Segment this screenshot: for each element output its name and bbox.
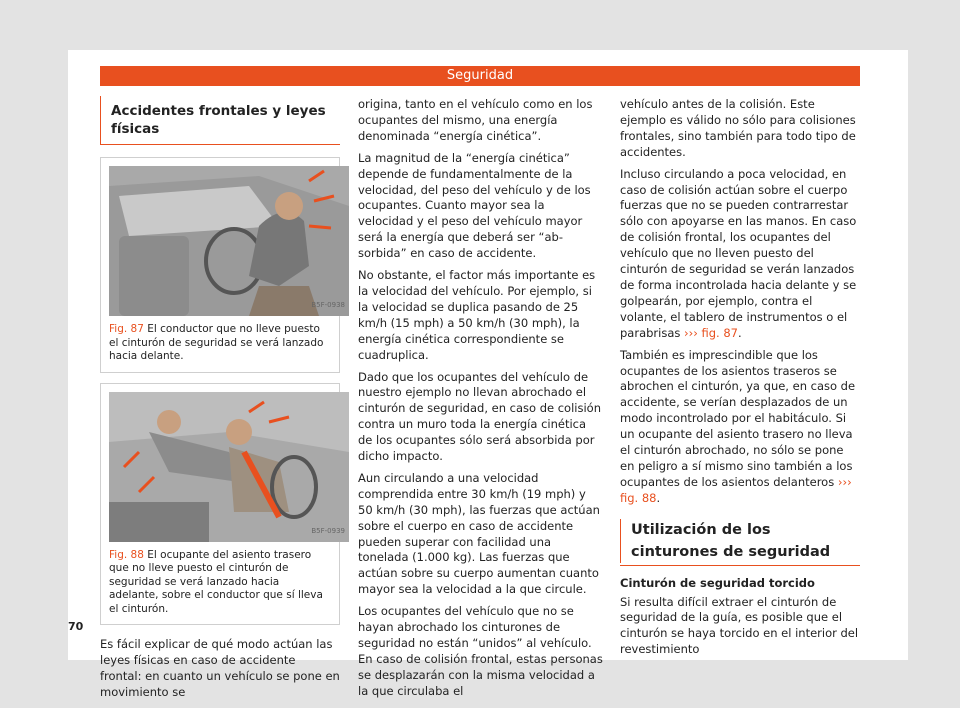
paragraph: Si resulta difícil extraer el cinturón de seguridad de la guía, es posible que el cinturón se haya torcido en el interior del revestimiento <box>620 594 859 657</box>
paragraph: Los ocupantes del vehículo que no se hayan abrochado los cinturones de seguridad no están “unidos” al vehículo. En caso de colisión frontal, estas personas se desplazarán con la misma velocidad a la que circulaba el <box>358 604 603 698</box>
figure-88-illustration <box>109 392 349 542</box>
column-1 <box>100 96 345 707</box>
page-number: 70 <box>68 620 84 633</box>
paragraph: Dado que los ocupantes del vehículo de nuestro ejemplo no llevan abrochado el cinturón de seguridad, en caso de colisión contra un muro toda la energía cinética de los ocupantes sólo será absorbida por dicho impacto. <box>358 369 601 464</box>
column-2 <box>358 97 603 706</box>
figure-87-caption <box>109 323 331 364</box>
image-code: B5F-0939 <box>311 526 345 535</box>
figure-88 <box>100 383 345 626</box>
figure-87-illustration <box>109 166 349 316</box>
figure-link[interactable]: ››› fig. 87 <box>684 325 738 340</box>
paragraph-text: También es imprescindible que los ocupantes de los asientos traseros se abrochen el cinturón, ya que, en caso de accidente, se verían desplazados de un modo incontrolado por el habitáculo. Si un ocupante del asiento trasero no lleva el cinturón abrochado, no sólo se pone en peligro a sí mismo sino también a los ocupantes de los asientos delanteros <box>620 347 856 489</box>
paragraph: Aun circulando a una velocidad comprendida entre 30 km/h (19 mph) y 50 km/h (30 mph), las fuerzas que actúan sobre el cuerpo en caso de accidente pueden superar con facilidad una tonelada (1.000 kg). Las fuerzas que actúan sobre su cuerpo aumentan cuanto mayor sea la velocidad a la que circule. <box>358 470 600 597</box>
image-code: B5F-0938 <box>311 301 345 310</box>
paragraph: origina, tanto en el vehículo como en los ocupantes del mismo, una energía denominada “energía cinética”. <box>358 97 593 143</box>
caption-text: El ocupante del asiento trasero que no lleve puesto el cinturón de seguridad se verá lanzado hacia adelante, sobre el conductor que sí lleva el cinturón. <box>109 548 323 615</box>
section-title <box>620 517 860 566</box>
paragraph-text: Incluso circulando a poca velocidad, en caso de colisión actúan sobre el cuerpo fuerzas que no se pueden contrarrestar sólo con apoyarse en las manos. En caso de colisión frontal, los ocupantes del vehículo que no lleven puesto del cinturón de seguridad se verán lanzados de forma incontrolada hacia delante y se golpearán, por ejemplo, contra el volante, el tablero de instrumentos o el parabrisas <box>620 166 857 340</box>
section-title-text: Utilización de los cinturones de seguridad <box>620 519 860 563</box>
caption-text: El conductor que no lleve puesto el cinturón de seguridad se verá lanzado hacia delante. <box>109 323 324 362</box>
paragraph: Incluso circulando a poca velocidad, en caso de colisión actúan sobre el cuerpo fuerzas que no se pueden contrarrestar sólo con apoyarse en las manos. En caso de colisión frontal, los ocupantes del vehículo que no lleven puesto del cinturón de seguridad se verán lanzados de forma incontrolada hacia delante y se golpearán, por ejemplo, contra el volante, el tablero de instrumentos o el parabrisas ››› fig. 87. <box>620 166 857 340</box>
figure-88-caption <box>109 549 331 617</box>
paragraph: También es imprescindible que los ocupantes de los asientos traseros se abrochen el cinturón, ya que, en caso de accidente, se verían desplazados de un modo incontrolado por el habitáculo. Si un ocupante del asiento trasero no lleva el cinturón abrochado, no sólo se pone en peligro a sí mismo sino también a los ocupantes de los asientos delanteros ››› fig. 88. <box>620 347 856 505</box>
paragraph: La magnitud de la “energía cinética” depende de fundamentalmente de la velocidad, del peso del vehículo y de los ocupantes. Cuanto mayor sea la velocidad y el peso del vehículo mayor será la energía que deberá ser “absorbida” en caso de accidente. <box>358 150 591 261</box>
paragraph: No obstante, el factor más importante es la velocidad del vehículo. Por ejemplo, si la velocidad se duplica pasando de 25 km/h (15 mph) a 50 km/h (30 mph), la energía cinética correspondiente se cuadruplica. <box>358 268 596 362</box>
column-3 <box>620 97 860 664</box>
section-title: Accidentes frontales y leyes físicas <box>100 96 340 145</box>
figure-87 <box>100 157 345 373</box>
subheading: Cinturón de seguridad torcido <box>620 575 815 590</box>
figure-label: Fig. 87 <box>109 323 144 335</box>
figure-label: Fig. 88 <box>109 548 144 561</box>
paragraph: vehículo antes de la colisión. Este ejemplo es válido no sólo para colisiones frontales, sino también para todo tipo de accidentes. <box>620 97 856 159</box>
figure-link[interactable]: ››› fig. 88 <box>620 474 852 505</box>
paragraph: Es fácil explicar de qué modo actúan las leyes físicas en caso de accidente frontal: en cuanto un vehículo se pone en movimiento se <box>100 637 340 699</box>
chapter-header: Seguridad <box>100 66 860 86</box>
